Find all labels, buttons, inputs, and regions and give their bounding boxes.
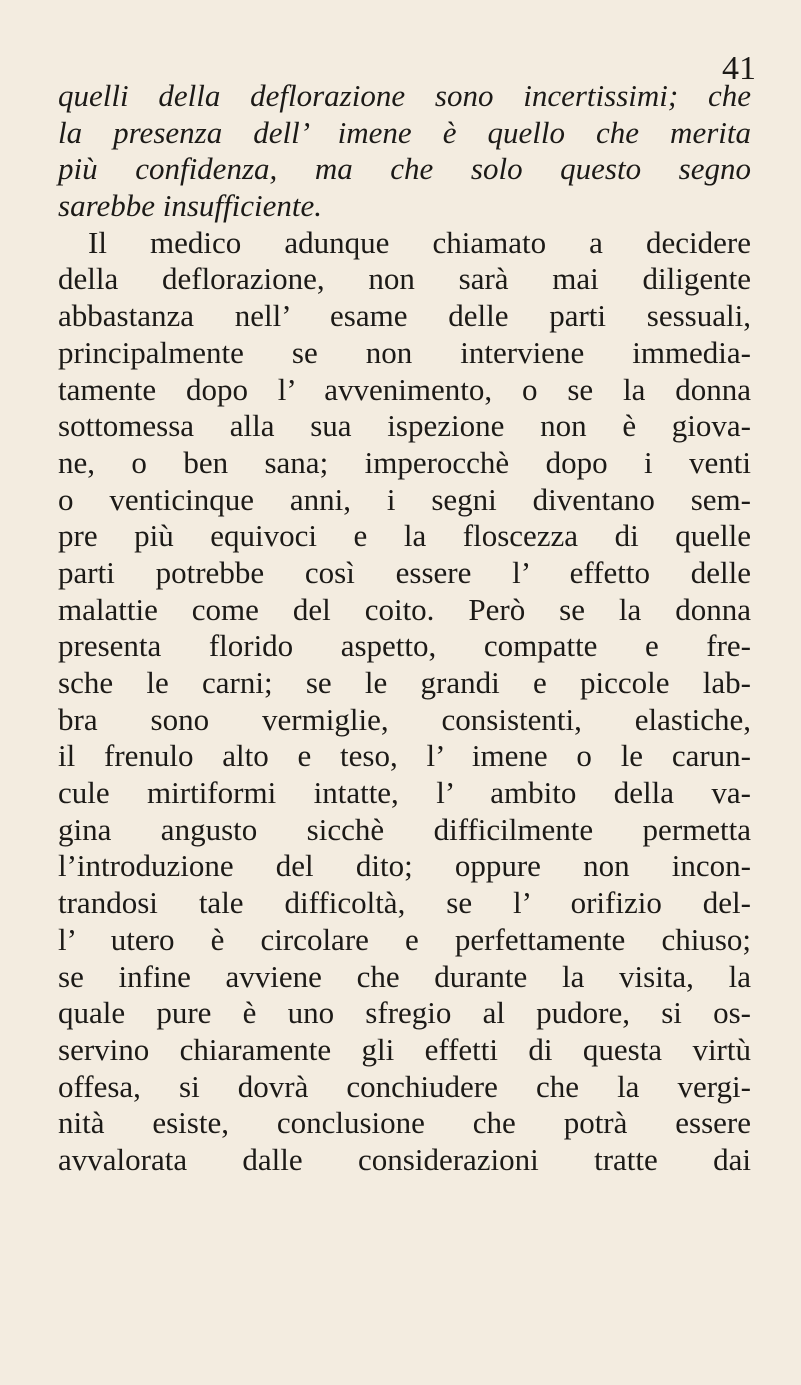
text-line: Il medico adunque chiamato a decidere [88,224,751,260]
text-line: l’ utero è circolare e perfettamente chiuso; [58,921,751,957]
text-line: tamente dopo l’ avvenimento, o se la donna [58,371,751,407]
text-line: trandosi tale difficoltà, se l’ orifizio del- [58,885,751,921]
text-line: avvalorata dalle considerazioni tratte dai [58,1141,751,1177]
text-line: quelli della deflorazione sono incertissimi; che [58,78,751,113]
text-line: più confidenza, ma che solo questo segno [58,151,751,187]
text-line: il frenulo alto e teso, l’ imene o le carun- [58,738,751,774]
text-line: principalmente se non interviene immedia- [58,334,751,370]
text-line: pre più equivoci e la floscezza di quelle [58,518,751,554]
text-line: presenta florido aspetto, compatte e fre- [58,628,751,664]
body-paragraph [58,225,751,1179]
text-line: sottomessa alla sua ispezione non è giova- [58,408,751,444]
text-line: o venticinque anni, i segni diventano sem- [58,481,751,517]
italic-passage [58,78,751,225]
text-line: bra sono vermiglie, consistenti, elastiche, [58,701,751,737]
text-line: malattie come del coito. Però se la donna [58,591,751,627]
text-line: abbastanza nell’ esame delle parti sessuali, [58,298,751,334]
text-line: cule mirtiformi intatte, l’ ambito della va- [58,775,751,811]
page-text [58,78,751,1179]
text-line: l’introduzione del dito; oppure non incon- [58,848,751,884]
text-line: nità esiste, conclusione che potrà essere [58,1105,751,1141]
text-line: servino chiaramente gli effetti di questa virtù [58,1031,751,1067]
text-line: la presenza dell’ imene è quello che merita [58,114,751,150]
text-line: ne, o ben sana; imperocchè dopo i venti [58,444,751,480]
text-line: sarebbe insufficiente. [58,188,323,224]
text-line: sche le carni; se le grandi e piccole lab- [58,665,751,700]
text-line: quale pure è uno sfregio al pudore, si os- [58,995,751,1031]
text-line: se infine avviene che durante la visita, la [58,958,751,994]
page-number: 41 [722,50,756,87]
text-line: della deflorazione, non sarà mai diligente [58,261,751,297]
text-line: offesa, si dovrà conchiudere che la vergi- [58,1068,751,1104]
text-line: parti potrebbe così essere l’ effetto delle [58,554,751,590]
text-line: gina angusto sicchè difficilmente permetta [58,811,751,847]
